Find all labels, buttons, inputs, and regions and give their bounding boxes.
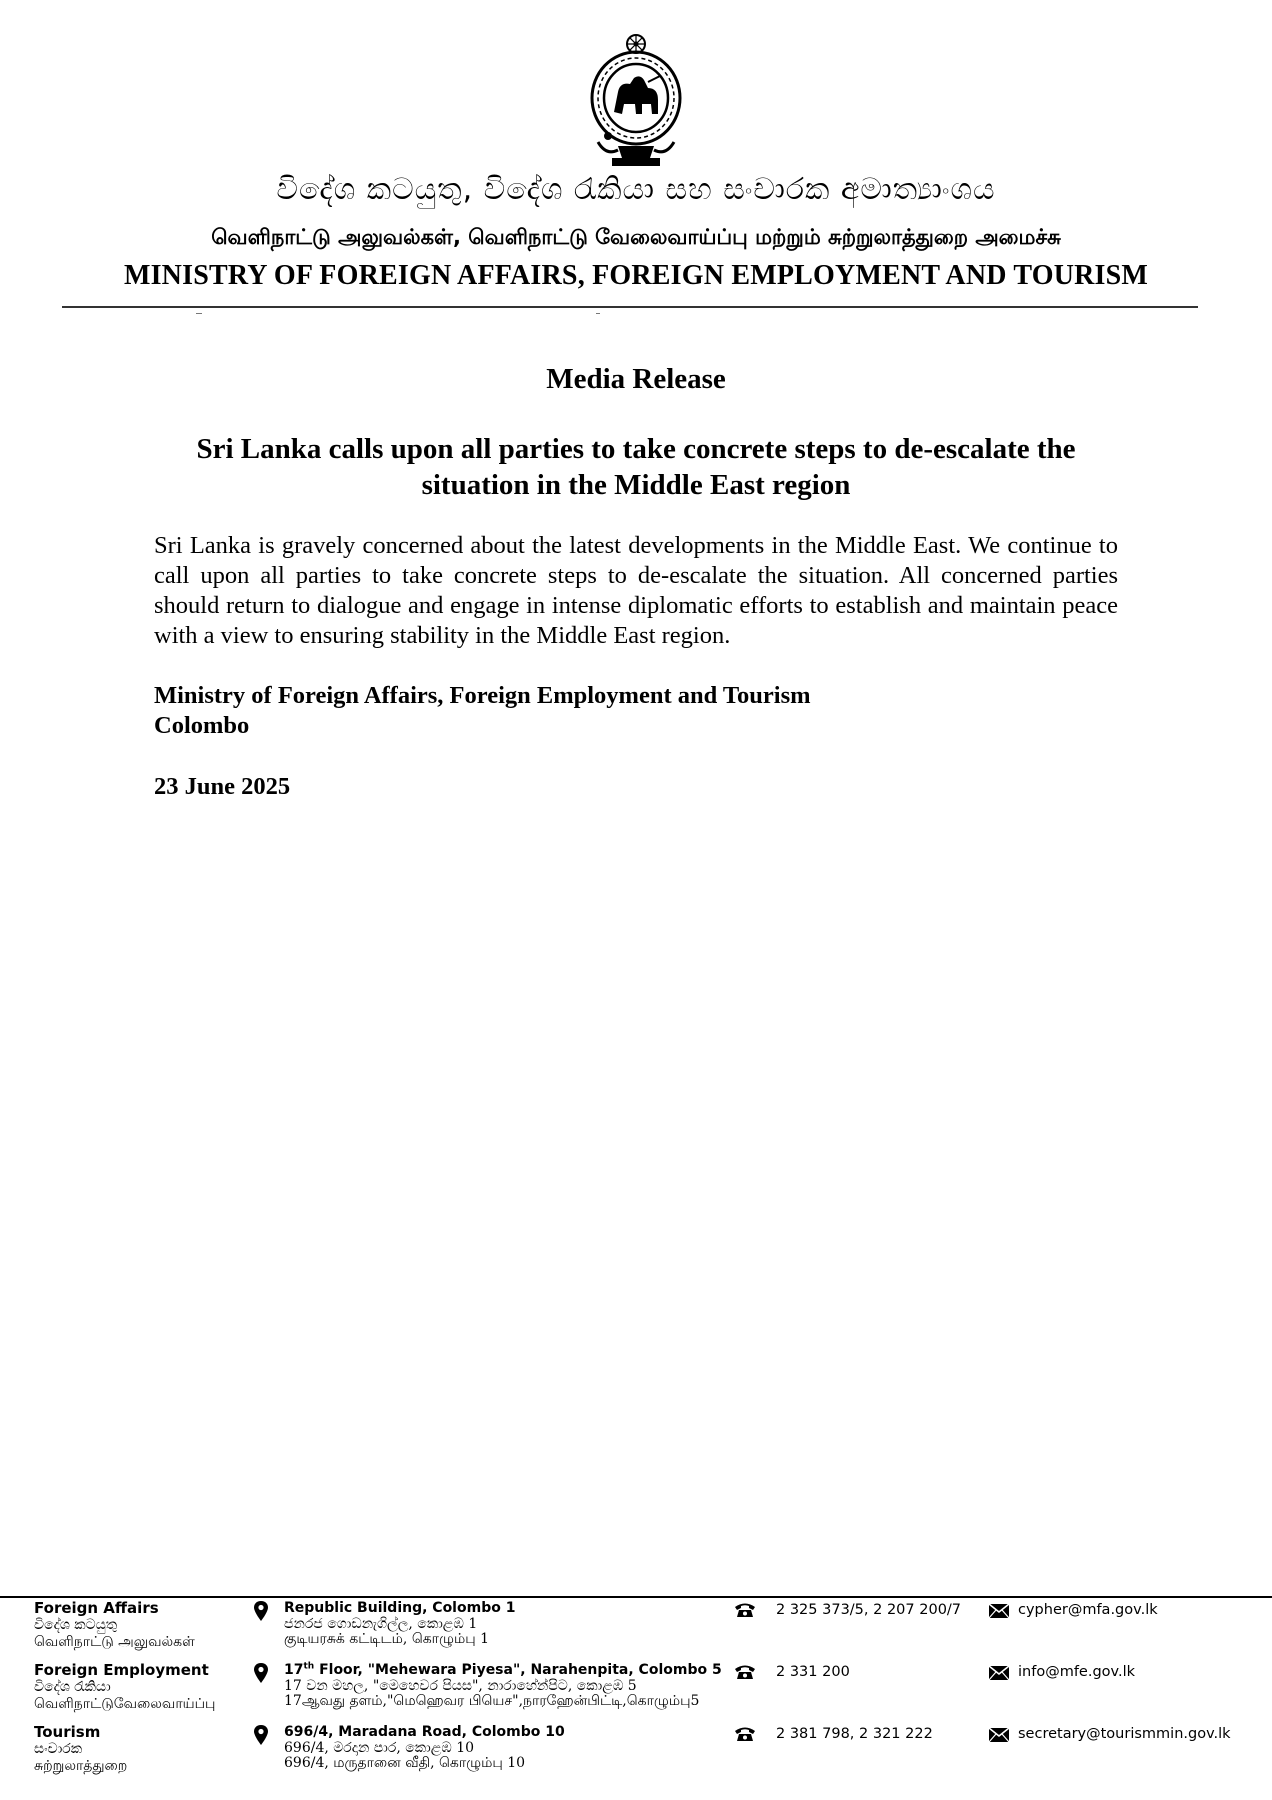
address-ta: 696/4, மருதானை வீதி, கொழும்பு 10 <box>284 1755 526 1771</box>
office-email[interactable]: info@mfe.gov.lk <box>1018 1664 1136 1680</box>
department-name-ta: வெளிநாட்டு அலுவல்கள் <box>34 1634 195 1650</box>
office-phone: 2 325 373/5, 2 207 200/7 <box>776 1602 962 1618</box>
department-name-si: විදේශ රැකියා <box>34 1679 111 1695</box>
office-phone: 2 381 798, 2 321 222 <box>776 1726 933 1742</box>
telephone-icon <box>734 1726 756 1742</box>
address-floor-number: 17 <box>284 1662 304 1678</box>
footer-office-foreign-affairs <box>0 1600 1272 1660</box>
document-headline: Sri Lanka calls upon all parties to take concrete steps to de-escalate the situation in the Middle East region <box>196 433 1076 501</box>
footer-divider <box>0 1596 1272 1598</box>
location-pin-icon <box>254 1601 268 1621</box>
office-address <box>284 1724 565 1771</box>
body-paragraph: Sri Lanka is gravely concerned about the latest developments in the Middle East. We continue to call upon all parties to take concrete steps to de-escalate the situation. All concerned parties should return to dialogue and engage in intense diplomatic efforts to establish and maintain peace with a view to ensuring stability in the Middle East region. <box>154 532 1118 649</box>
office-department <box>34 1600 195 1651</box>
department-name-en: Foreign Employment <box>34 1661 209 1679</box>
address-en: Republic Building, Colombo 1 <box>284 1600 516 1616</box>
address-floor-suffix: th <box>303 1661 315 1672</box>
address-en: 696/4, Maradana Road, Colombo 10 <box>284 1724 565 1740</box>
address-en-rest: Floor, "Mehewara Piyesa", Narahenpita, Colombo 5 <box>314 1662 722 1678</box>
address-si: 17 වන මහල, "මෙහෙවර පියස", නාරාහේන්පිට, කොළඹ 5 <box>284 1678 637 1694</box>
address-si: ජනරජ ගොඩනැගිල්ල, කොළඹ 1 <box>284 1616 478 1632</box>
sri-lanka-emblem-icon <box>588 32 684 170</box>
header-divider <box>62 306 1198 308</box>
department-name-en: Foreign Affairs <box>34 1599 159 1617</box>
location-pin-icon <box>254 1725 268 1745</box>
header-divider-mark <box>596 313 600 314</box>
mail-icon <box>988 1665 1010 1681</box>
address-en <box>284 1662 722 1679</box>
signature-organization: Ministry of Foreign Affairs, Foreign Employment and Tourism <box>154 682 811 709</box>
telephone-icon <box>734 1664 756 1680</box>
document-type-title: Media Release <box>546 363 726 395</box>
ministry-name-tamil: வெளிநாட்டு அலுவல்கள், வெளிநாட்டு வேலைவாய்ப்பு மற்றும் சுற்றுலாத்துறை அமைச்சு <box>211 225 1061 249</box>
footer-office-tourism <box>0 1724 1272 1784</box>
signature-location: Colombo <box>154 712 250 739</box>
office-email[interactable]: secretary@tourismmin.gov.lk <box>1018 1726 1231 1742</box>
telephone-icon <box>734 1602 756 1618</box>
address-ta: குடியரசுக் கட்டிடம், கொழும்பு 1 <box>284 1631 489 1647</box>
department-name-en: Tourism <box>34 1723 101 1741</box>
office-department <box>34 1662 215 1713</box>
office-email[interactable]: cypher@mfa.gov.lk <box>1018 1602 1158 1618</box>
mail-icon <box>988 1727 1010 1743</box>
department-name-si: විදේශ කටයුතු <box>34 1617 118 1633</box>
location-pin-icon <box>254 1663 268 1683</box>
address-si: 696/4, මරදාන පාර, කොළඹ 10 <box>284 1740 475 1756</box>
signature-block <box>154 681 811 741</box>
footer-office-foreign-employment <box>0 1662 1272 1722</box>
office-phone: 2 331 200 <box>776 1664 850 1680</box>
office-address <box>284 1662 722 1709</box>
ministry-name-english: MINISTRY OF FOREIGN AFFAIRS, FOREIGN EMPLOYMENT AND TOURISM <box>123 260 1149 291</box>
header-divider-mark <box>196 313 202 314</box>
department-name-si: සංචාරක <box>34 1741 83 1757</box>
address-ta: 17ஆவது தளம்,"மெஹெவர பியெச",நாரஹேன்பிட்டி,கொழும்பு5 <box>284 1693 700 1709</box>
mail-icon <box>988 1603 1010 1619</box>
department-name-ta: சுற்றுலாத்துறை <box>34 1758 128 1774</box>
office-address <box>284 1600 515 1647</box>
department-name-ta: வெளிநாட்டுவேலைவாய்ப்பு <box>34 1696 216 1712</box>
document-date: 23 June 2025 <box>154 773 291 800</box>
office-department <box>34 1724 127 1775</box>
ministry-name-sinhala: විදේශ කටයුතු, විදේශ රැකියා සහ සංචාරක අමාත්‍යාංශය <box>276 172 996 207</box>
